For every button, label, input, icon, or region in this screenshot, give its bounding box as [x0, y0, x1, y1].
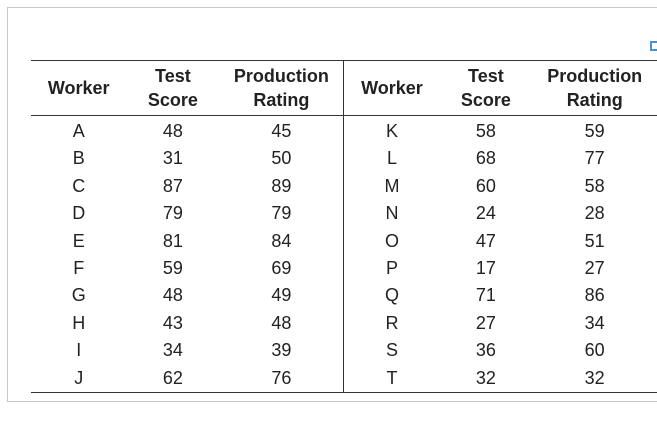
cell-test-score-left: 48	[162, 121, 183, 141]
cell-production-rating-right: 60	[584, 340, 605, 361]
cell-production-rating-right: 32	[584, 367, 605, 388]
table-row	[31, 116, 657, 146]
cell-worker-right: S	[385, 340, 398, 361]
cell-production-rating-left: 79	[219, 200, 344, 227]
cell-production-rating-right: 34	[584, 312, 605, 333]
cell-worker-right: P	[385, 258, 398, 279]
cell-production-rating-left: 69	[219, 255, 344, 282]
cell-worker-left: A	[72, 121, 85, 141]
cell-production-rating-left: 50	[219, 145, 344, 172]
cell-production-rating-right: 86	[584, 285, 605, 306]
header-production-rating-left: Production Rating	[219, 61, 344, 116]
cell-test-score-right: 32	[475, 367, 496, 388]
cell-production-rating-left: 89	[219, 173, 344, 200]
cell-production-rating-right: 51	[584, 230, 605, 251]
cell-worker-right: M	[384, 175, 400, 196]
cell-worker-right: K	[385, 121, 398, 141]
worker-scores-table	[31, 60, 657, 393]
cell-test-score-left: 59	[162, 258, 183, 279]
cell-test-score-right: 27	[475, 312, 496, 333]
cell-production-rating-right: 28	[584, 203, 605, 224]
cell-worker-left: H	[72, 312, 86, 333]
cell-worker-left: E	[72, 230, 85, 251]
cell-test-score-left: 34	[162, 340, 183, 361]
cell-production-rating-left: 39	[219, 337, 344, 364]
cell-worker-left: D	[72, 203, 86, 224]
cell-worker-left: I	[76, 340, 82, 361]
cell-test-score-right: 36	[475, 340, 496, 361]
cell-test-score-left: 48	[162, 285, 183, 306]
cell-production-rating-left: 48	[219, 310, 344, 337]
cell-test-score-right: 58	[475, 121, 496, 141]
header-test-score-left: Test Score	[126, 61, 219, 116]
cell-worker-right: R	[385, 312, 399, 333]
cell-production-rating-left: 76	[219, 365, 344, 393]
expand-icon[interactable]	[650, 41, 657, 51]
table-row	[31, 145, 657, 172]
table-row	[31, 337, 657, 364]
table-row	[31, 200, 657, 227]
cell-production-rating-right: 77	[584, 148, 605, 169]
table-row	[31, 228, 657, 255]
header-test-score-right: Test Score	[439, 61, 532, 116]
table-row	[31, 310, 657, 337]
cell-test-score-left: 62	[162, 367, 183, 388]
cell-test-score-left: 81	[162, 230, 183, 251]
cell-production-rating-left: 45	[219, 116, 344, 146]
cell-test-score-left: 79	[162, 203, 183, 224]
cell-production-rating-right: 27	[584, 258, 605, 279]
cell-test-score-right: 60	[475, 175, 496, 196]
cell-worker-right: N	[385, 203, 399, 224]
cell-test-score-right: 24	[475, 203, 496, 224]
cell-worker-right: Q	[384, 285, 399, 306]
cell-test-score-left: 31	[162, 148, 183, 169]
cell-test-score-left: 87	[162, 175, 183, 196]
cell-worker-left: B	[72, 148, 85, 169]
cell-test-score-right: 47	[475, 230, 496, 251]
header-worker-left: Worker	[31, 61, 126, 116]
header-row	[31, 61, 657, 116]
cell-test-score-right: 68	[475, 148, 496, 169]
cell-production-rating-right: 59	[584, 121, 605, 141]
cell-worker-left: C	[72, 175, 86, 196]
header-worker-right: Worker	[344, 61, 439, 116]
table-row	[31, 282, 657, 309]
table-row	[31, 365, 657, 393]
cell-worker-right: T	[386, 367, 398, 388]
cell-production-rating-right: 58	[584, 175, 605, 196]
cell-worker-right: O	[384, 230, 399, 251]
cell-worker-right: L	[386, 148, 397, 169]
cell-worker-left: J	[74, 367, 84, 388]
cell-worker-left: F	[73, 258, 85, 279]
table-row	[31, 173, 657, 200]
cell-production-rating-left: 49	[219, 282, 344, 309]
table-row	[31, 255, 657, 282]
cell-test-score-right: 17	[475, 258, 496, 279]
header-production-rating-right: Production Rating	[532, 61, 657, 116]
cell-production-rating-left: 84	[219, 228, 344, 255]
cell-test-score-right: 71	[475, 285, 496, 306]
cell-test-score-left: 43	[162, 312, 183, 333]
cell-worker-left: G	[71, 285, 86, 306]
